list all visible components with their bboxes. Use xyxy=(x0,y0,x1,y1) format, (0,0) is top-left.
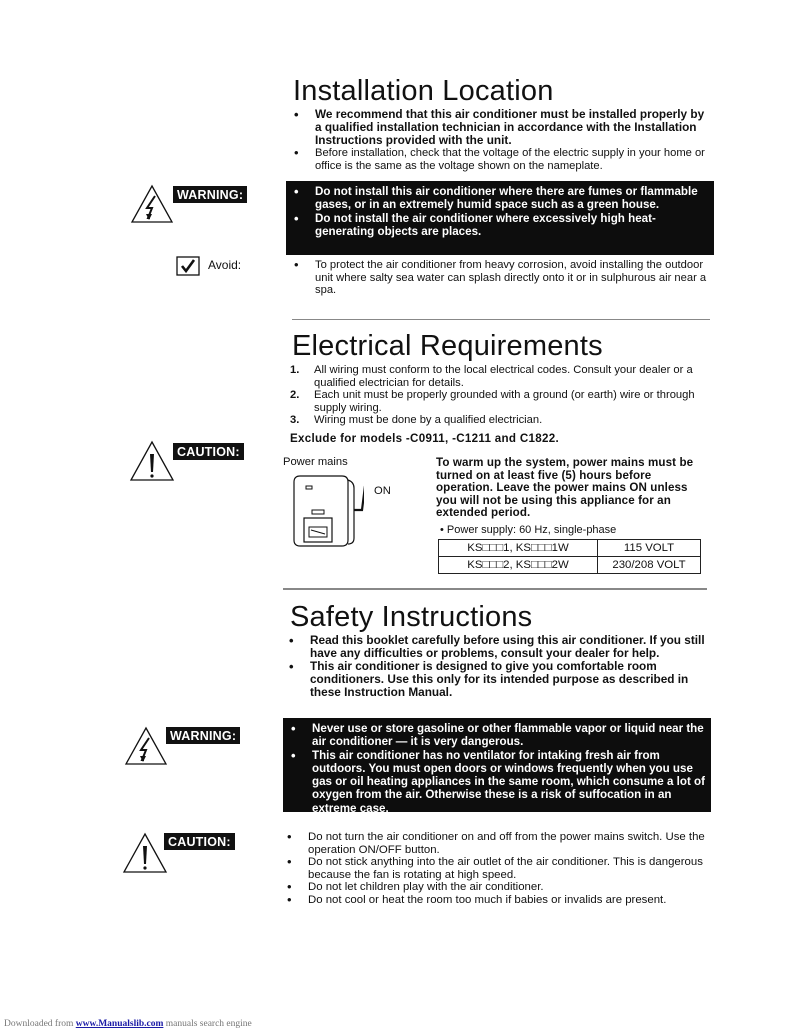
caution-badge: CAUTION: xyxy=(173,443,244,460)
list-item: • Do not install this air conditioner where there are fumes or flammable gases, or in an extremely humid space such as a green house. xyxy=(292,185,708,212)
safety-warning-box xyxy=(283,718,711,815)
section-title-safety: Safety Instructions xyxy=(290,601,533,633)
manualslib-link[interactable]: www.Manualslib.com xyxy=(75,1019,164,1029)
table-row xyxy=(439,557,701,574)
list-item: • Do not cool or heat the room too much if babies or invalids are present. xyxy=(285,894,710,907)
list-item: • This air conditioner is designed to give you comfortable room conditioners. Use this only for its intended purpose as described in these Instruction Manual. xyxy=(287,660,707,699)
caution-badge: CAUTION: xyxy=(164,833,235,850)
safety-caution-bullets xyxy=(285,831,710,907)
list-item: • To protect the air conditioner from heavy corrosion, avoid installing the outdoor unit where salty sea water can splash directly onto it or in sulphurous air near a spa. xyxy=(292,259,712,297)
bullet: • xyxy=(440,524,447,536)
safety-bullets xyxy=(287,634,707,699)
voltage-cell: 230/208 VOLT xyxy=(598,557,701,574)
power-mains-label: Power mains xyxy=(283,456,348,468)
section-title-electrical: Electrical Requirements xyxy=(292,330,603,362)
voltage-cell: 115 VOLT xyxy=(598,540,701,557)
list-item: • This air conditioner has no ventilator for intaking fresh air from outdoors. You must open doors or windows frequently when you use gas or oil heating appliances in the same room, which consume a lot of oxygen from the air. Otherwise these is a risk of suffocation in an extreme case. xyxy=(289,749,705,815)
download-footer: Downloaded from www.Manualslib.com manuals search engine xyxy=(4,1019,252,1029)
warning-badge: WARNING: xyxy=(166,727,240,744)
installation-warning-box xyxy=(286,181,714,255)
model-cell: KS□□□2, KS□□□2W xyxy=(439,557,598,574)
warning-badge: WARNING: xyxy=(173,186,247,203)
list-item: • Read this booklet carefully before using this air conditioner. If you still have any difficulties or problems, consult your dealer for help. xyxy=(287,634,707,660)
list-item: 1. All wiring must conform to the local electrical codes. Consult your dealer or a qualified electrician for details. xyxy=(290,364,693,389)
list-item: • Before installation, check that the voltage of the electric supply in your home or office is the same as the voltage shown on the nameplate. xyxy=(292,147,712,172)
electrical-list xyxy=(290,364,710,427)
list-item: • Do not turn the air conditioner on and off from the power mains switch. Use the operation ON/OFF button. xyxy=(285,831,710,856)
lightning-warning-icon xyxy=(130,184,174,224)
power-supply-note: • Power supply: 60 Hz, single-phase xyxy=(440,524,617,536)
exclude-models-note: Exclude for models -C0911, -C1211 and C1822. xyxy=(290,432,560,445)
switch-on-label: ON xyxy=(374,485,391,497)
list-item: 3. Wiring must be done by a qualified electrician. xyxy=(290,414,543,427)
section-divider xyxy=(292,319,710,320)
section-title-installation: Installation Location xyxy=(293,75,554,107)
installation-bullets xyxy=(292,108,712,172)
list-item: • Do not stick anything into the air outlet of the air conditioner. This is dangerous because the fan is rotating at high speed. xyxy=(285,856,710,881)
power-mains-switch-illustration xyxy=(292,472,364,552)
list-item: • Never use or store gasoline or other flammable vapor or liquid near the air conditioner — it is very dangerous. xyxy=(289,722,705,749)
list-item: • Do not let children play with the air conditioner. xyxy=(285,881,710,894)
avoid-label: Avoid: xyxy=(208,258,242,272)
table-row xyxy=(439,540,701,557)
model-cell: KS□□□1, KS□□□1W xyxy=(439,540,598,557)
list-item: • We recommend that this air conditioner must be installed properly by a qualified installation technician in accordance with the Installation Instructions provided with the unit. xyxy=(292,108,712,147)
exclamation-caution-icon xyxy=(129,440,175,482)
voltage-table xyxy=(438,539,701,574)
exclamation-caution-icon xyxy=(122,832,168,874)
list-item: • Do not install the air conditioner where excessively high heat-generating objects are places. xyxy=(292,212,708,239)
list-item: 2. Each unit must be properly grounded with a ground (or earth) wire or through supply wiring. xyxy=(290,389,695,414)
section-divider xyxy=(283,588,707,590)
power-mains-description: To warm up the system, power mains must be turned on at least five (5) hours before operation. Leave the power mains ON unless you will not be using this appliance for an extended period. xyxy=(436,456,694,520)
checkmark-box-icon xyxy=(176,256,200,276)
avoid-bullets xyxy=(292,259,712,297)
lightning-warning-icon xyxy=(124,726,168,766)
